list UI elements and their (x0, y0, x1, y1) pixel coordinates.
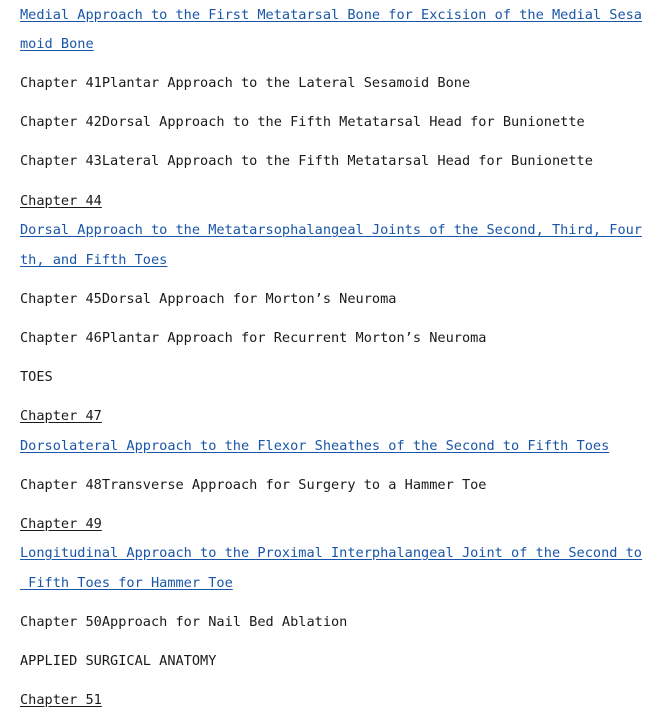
chapter-40-title-link-line-2[interactable]: moid Bone (20, 36, 94, 52)
section-heading-toes: TOES (20, 369, 53, 385)
chapter-41-entry: Chapter 41Plantar Approach to the Lateral Sesamoid Bone (20, 75, 471, 91)
chapter-46-entry: Chapter 46Plantar Approach for Recurrent Morton’s Neuroma (20, 330, 487, 346)
chapter-47-label[interactable]: Chapter 47 (20, 408, 102, 424)
chapter-44-title-link-line-1[interactable]: Dorsal Approach to the Metatarsophalangeal Joints of the Second, Third, Four (20, 222, 642, 238)
chapter-49-label[interactable]: Chapter 49 (20, 516, 102, 532)
chapter-42-entry: Chapter 42Dorsal Approach to the Fifth Metatarsal Head for Bunionette (20, 114, 585, 130)
chapter-47-title-link[interactable]: Dorsolateral Approach to the Flexor Sheathes of the Second to Fifth Toes (20, 438, 610, 454)
section-heading-applied-surgical-anatomy: APPLIED SURGICAL ANATOMY (20, 653, 217, 669)
chapter-48-entry: Chapter 48Transverse Approach for Surgery to a Hammer Toe (20, 477, 487, 493)
chapter-51-label[interactable]: Chapter 51 (20, 692, 102, 708)
chapter-44-title-link-line-2[interactable]: th, and Fifth Toes (20, 252, 168, 268)
chapter-49-title-link-line-2[interactable]: Fifth Toes for Hammer Toe (20, 575, 233, 591)
chapter-50-entry: Chapter 50Approach for Nail Bed Ablation (20, 614, 348, 630)
chapter-43-entry: Chapter 43Lateral Approach to the Fifth Metatarsal Head for Bunionette (20, 153, 593, 169)
chapter-40-title-link-line-1[interactable]: Medial Approach to the First Metatarsal Bone for Excision of the Medial Sesa (20, 7, 642, 23)
chapter-49-title-link-line-1[interactable]: Longitudinal Approach to the Proximal Interphalangeal Joint of the Second to (20, 545, 642, 561)
chapter-45-entry: Chapter 45Dorsal Approach for Morton’s Neuroma (20, 291, 397, 307)
chapter-44-label[interactable]: Chapter 44 (20, 193, 102, 209)
